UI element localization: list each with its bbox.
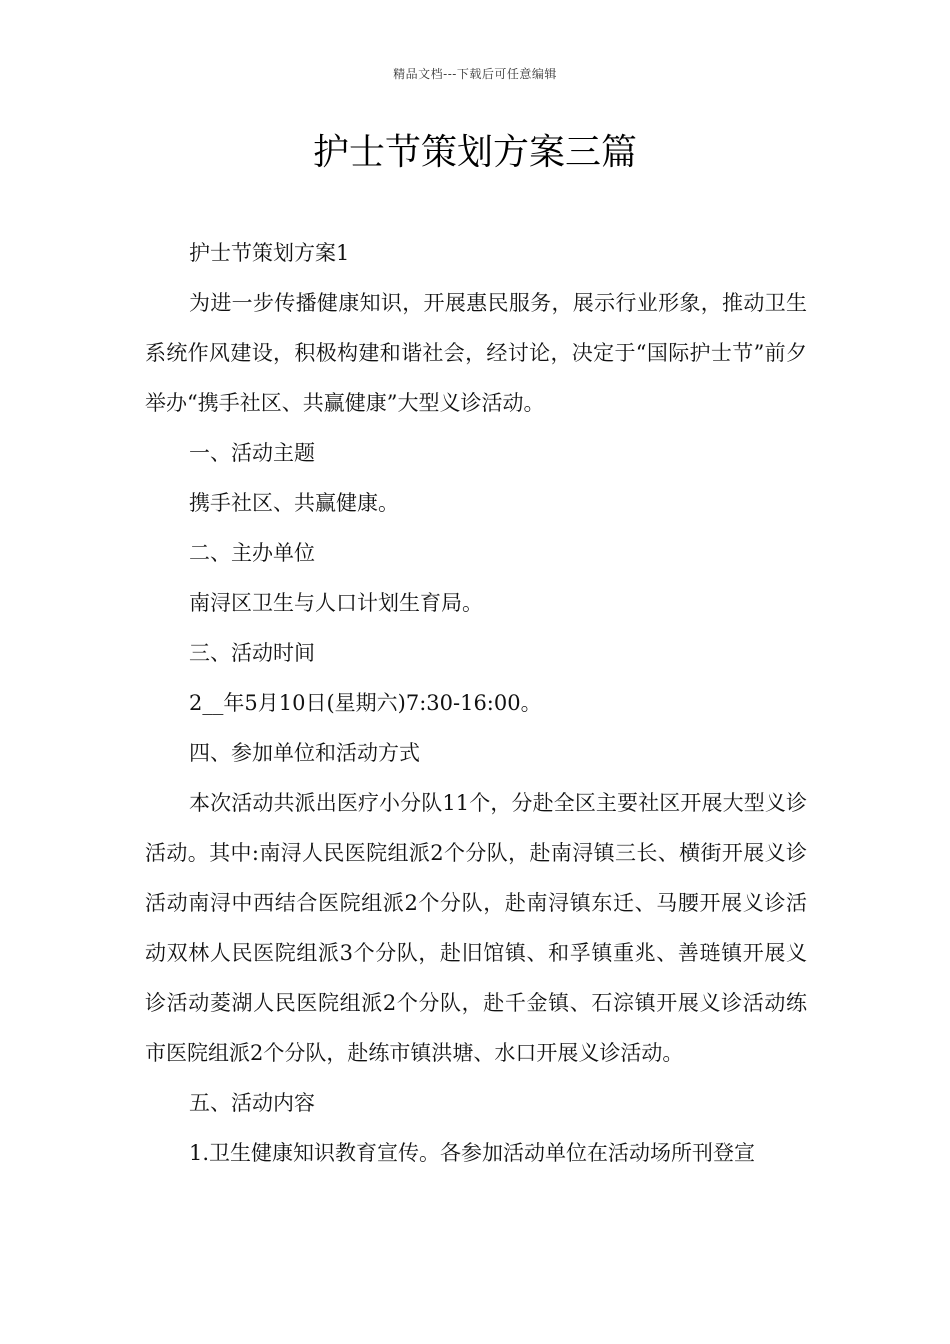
section-heading-organizer: 二、主办单位	[189, 541, 315, 565]
section-heading-participants: 四、参加单位和活动方式	[189, 741, 420, 765]
time-text: 2__年5月10日(星期六)7:30-16:00。	[189, 691, 542, 715]
organizer-text: 南浔区卫生与人口计划生育局。	[189, 591, 483, 615]
intro-paragraph: 为进一步传播健康知识，开展惠民服务，展示行业形象，推动卫生系统作风建设，积极构建和谐社会，经讨论，决定于“国际护士节”前夕举办“携手社区、共赢健康”大型义诊活动。	[145, 291, 807, 415]
section-heading-time: 三、活动时间	[189, 641, 315, 665]
document-title: 护士节策划方案三篇	[312, 132, 637, 173]
participants-paragraph: 本次活动共派出医疗小分队11个，分赴全区主要社区开展大型义诊活动。其中:南浔人民医院组派2个分队，赴南浔镇三长、横街开展义诊活动南浔中西结合医院组派2个分队，赴南浔镇东迁、马腰开展义诊活动双林人民医院组派3个分队，赴旧馆镇、和孚镇重兆、善琏镇开展义诊活动菱湖人民医院组派2个分队，赴千金镇、石淙镇开展义诊活动练市医院组派2个分队，赴练市镇洪塘、水口开展义诊活动。	[145, 791, 807, 1065]
content-item-1: 1.卫生健康知识教育宣传。各参加活动单位在活动场所刊登宣	[189, 1141, 756, 1165]
section-heading-theme: 一、活动主题	[189, 441, 315, 465]
section-heading-plan-1: 护士节策划方案1	[189, 241, 350, 265]
theme-text: 携手社区、共赢健康。	[189, 491, 399, 515]
section-heading-content: 五、活动内容	[189, 1091, 315, 1115]
document-body	[145, 228, 807, 1178]
header-watermark: 精品文档---下载后可任意编辑	[393, 67, 557, 81]
